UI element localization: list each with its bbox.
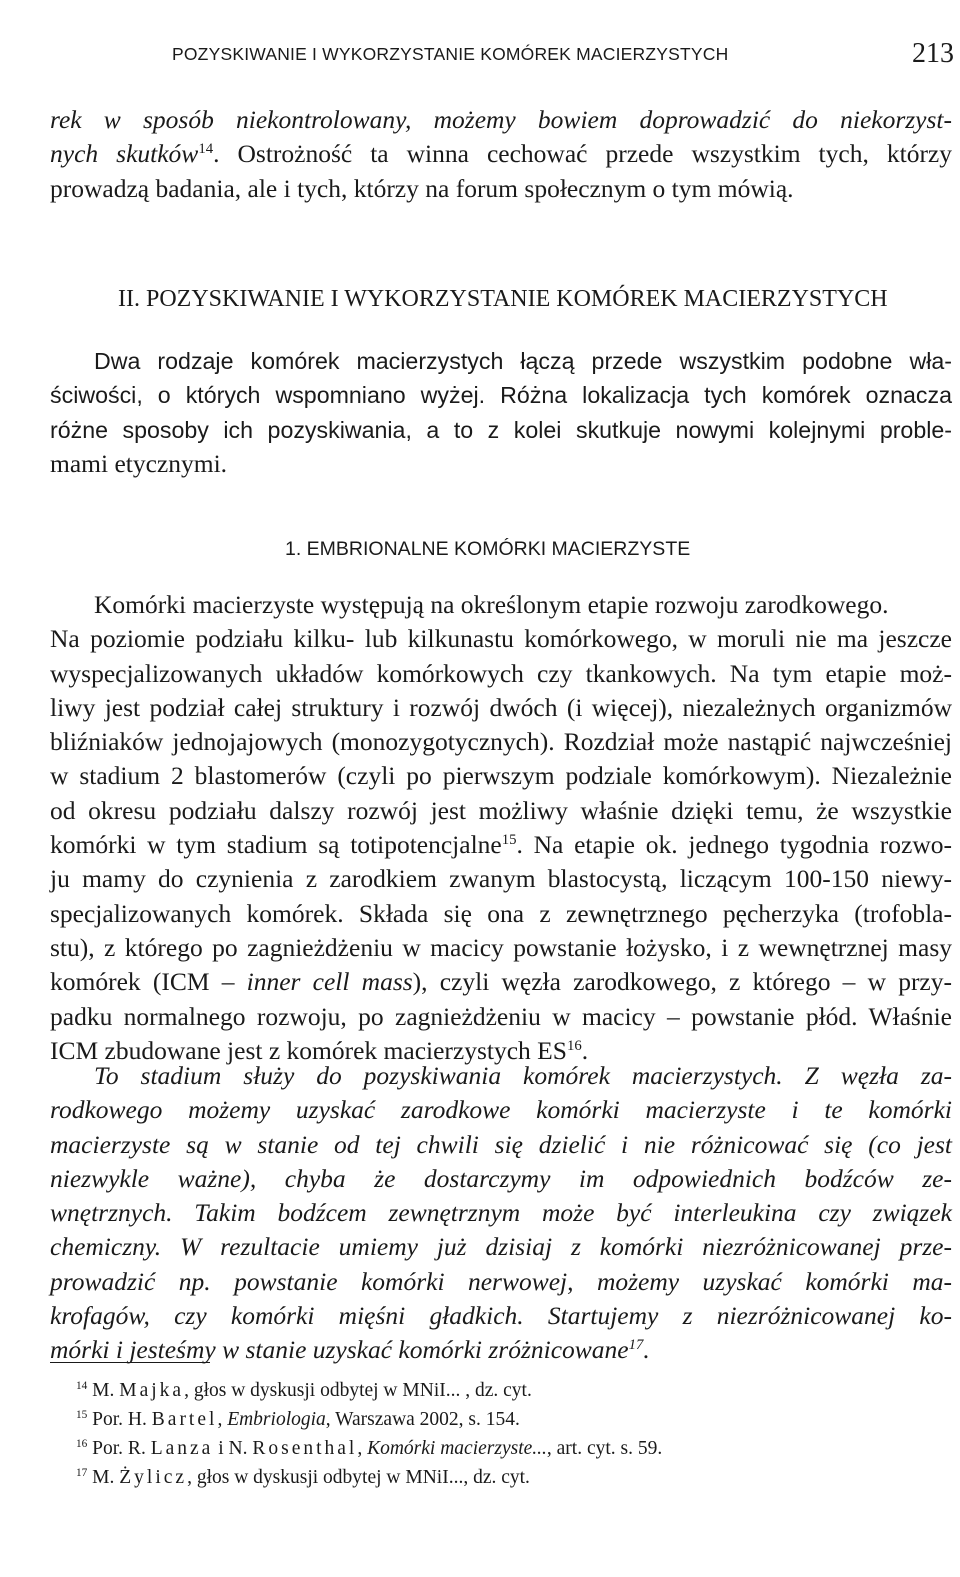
text-line: mami etycznymi. [50, 448, 228, 478]
section-heading: II. POZYSKIWANIE I WYKORZYSTANIE KOMÓREK MACIERZYSTYCH [118, 286, 888, 312]
subsection-heading: 1. EMBRIONALNE KOMÓRKI MACIERZYSTE [285, 538, 691, 560]
footnote-15: $^{15}$ Por. H. Bartel, Embriologia, Warszawa 2002, s. 154. [76, 1409, 520, 1430]
text-line: stu), z którego po zagnieżdżeniu w macicy powstanie łożysko, i z wewnętrznej masy [50, 932, 952, 962]
running-title: POZYSKIWANIE I WYKORZYSTANIE KOMÓREK MACIERZYSTYCH [172, 44, 729, 64]
text-line: Dwa rodzaje komórek macierzystych łączą przede wszystkim podobne wła- [94, 348, 952, 374]
text-line: To stadium służy do pozyskiwania komórek macierzystych. Z węzła za- [94, 1061, 952, 1090]
text-line: rodkowego możemy uzyskać zarodkowe komórki macierzyste i te komórki [50, 1095, 952, 1125]
subsection1-paragraph [50, 588, 952, 1068]
footnote-ref[interactable]: 14 [198, 141, 214, 158]
footnote-14: $^{14}$ M. Majka, głos w dyskusji odbytej w MNiI... , dz. cyt. [76, 1380, 532, 1401]
text-line: ICM zbudowane jest z komórek macierzystych ES$^{16}$. [50, 1035, 589, 1065]
italic-paragraph [50, 1059, 952, 1368]
section2-paragraph [50, 344, 952, 481]
text-line: ściwości, o których wspomniano wyżej. Różna lokalizacja tych komórek oznacza [50, 382, 953, 409]
text-line: rek w sposób niekontrolowany, możemy bowiem doprowadzić do niekorzyst- [50, 105, 952, 134]
footnotes [76, 1376, 876, 1492]
text-line: specjalizowanych komórek. Składa się ona z zewnętrznego pęcherzyka (trofobla- [50, 898, 952, 928]
text-line: Komórki macierzyste występują na określonym etapie rozwoju zarodkowego. [94, 590, 889, 619]
text-line: komórki w tym stadium są totipotencjalne$^{15}$. Na etapie ok. jednego tygodnia rozwo- [50, 830, 952, 860]
footnote-ref[interactable]: 16 [566, 1037, 582, 1054]
intro-paragraph [50, 103, 952, 206]
running-head [172, 38, 954, 78]
text-line: wnętrznych. Takim bodźcem zewnętrznym może być interleukina czy związek [50, 1198, 952, 1228]
text-line: bliźniaków jednojajowych (monozygotycznych). Rozdział może nastąpić najwcześniej [50, 727, 952, 757]
text-line: niezwykle ważne), chyba że dostarczymy im odpowiednich bodźców ze- [50, 1163, 952, 1193]
text-line: wyspecjalizowanych układów komórkowych czy tkankowych. Na tym etapie moż- [50, 658, 952, 688]
text-line: mórki i jesteśmy w stanie uzyskać komórki zróżnicowane$^{17}$. [50, 1335, 650, 1365]
text-line: w stadium 2 blastomerów (czyli po pierwszym podziale komórkowym). Niezależnie [50, 761, 952, 791]
footnote-divider [50, 1362, 210, 1363]
footnote-ref[interactable]: 17 [628, 1337, 644, 1354]
text-line: prowadzą badania, ale i tych, którzy na forum społecznym o tym mówią. [50, 173, 794, 203]
text-line: padku normalnego rozwoju, po zagnieżdżeniu w macicy – powstanie płód. Właśnie [50, 1001, 952, 1031]
text-line: nych skutków$^{14}$. Ostrożność ta winna cechować przede wszystkim tych, którzy [50, 139, 952, 169]
text-line: różne sposoby ich pozyskiwania, a to z kolei skutkuje nowymi kolejnymi proble- [50, 416, 952, 443]
page-number: 213 [912, 38, 954, 69]
text-line: krofagów, czy komórki mięśni gładkich. Startujemy z niezróżnicowanej ko- [50, 1301, 952, 1331]
text-line: chemiczny. W rezultacie umiemy już dzisiaj z komórki niezróżnicowanej prze- [50, 1232, 952, 1262]
text-line: komórek (ICM – inner cell mass), czyli węzła zarodkowego, z którego – w przy- [50, 967, 952, 997]
text-line: liwy jest podział całej struktury i rozwój dwóch (i więcej), niezależnych organizmów [50, 692, 952, 722]
text-line: macierzyste są w stanie od tej chwili się dzielić i nie różnicować się (co jest [50, 1129, 952, 1159]
text-line: od okresu podziału dalszy rozwój jest możliwy właśnie dzięki temu, że wszystkie [50, 795, 952, 825]
text-line: Na poziomie podziału kilku- lub kilkunastu komórkowego, w moruli nie ma jeszcze [50, 624, 952, 654]
footnote-17: $^{17}$ M. Żylicz, głos w dyskusji odbytej w MNiI..., dz. cyt. [76, 1467, 530, 1488]
footnote-ref[interactable]: 15 [501, 831, 517, 848]
footnote-16: $^{16}$ Por. R. Lanza i N. Rosenthal, Komórki macierzyste..., art. cyt. s. 59. [76, 1438, 663, 1459]
text-line: ju mamy do czynienia z zarodkiem zwanym blastocystą, liczącym 100-150 niewy- [50, 864, 952, 894]
text-line: prowadzić np. powstanie komórki nerwowej, możemy uzyskać komórki ma- [50, 1266, 952, 1296]
